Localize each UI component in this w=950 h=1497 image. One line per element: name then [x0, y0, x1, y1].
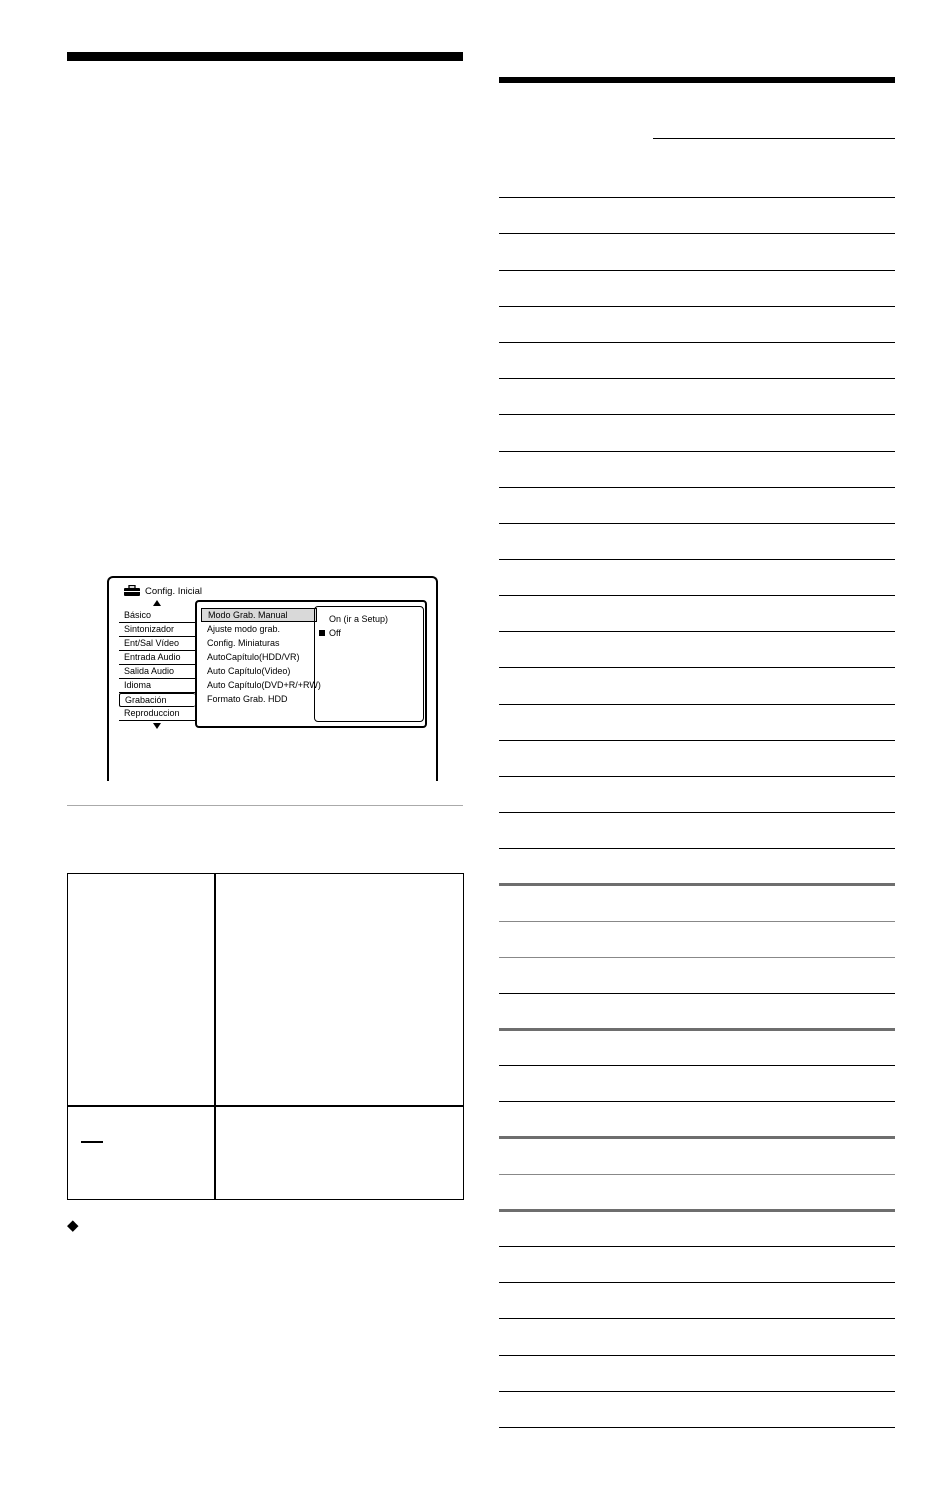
table-rule [499, 740, 895, 741]
note-diamond-icon: ◆ [67, 1216, 79, 1234]
option-on[interactable]: On (ir a Setup) [329, 614, 389, 624]
table-rule [499, 270, 895, 271]
menu-item-salida-audio[interactable]: Salida Audio [119, 665, 195, 679]
option-off[interactable] [319, 626, 341, 640]
settings-table [67, 873, 464, 1200]
table-rule [499, 342, 895, 343]
section-divider [67, 805, 463, 806]
table-rule [499, 414, 895, 415]
table-rule [499, 1355, 895, 1356]
menu-item-entrada-audio[interactable]: Entrada Audio [119, 651, 195, 665]
table-group-rule [499, 883, 895, 886]
left-heading-bar [67, 52, 463, 61]
table-group-rule [499, 1028, 895, 1031]
toolbox-icon [123, 585, 141, 597]
table-group-rule [499, 1136, 895, 1139]
submenu-item-ajuste-modo-grab[interactable]: Ajuste modo grab. [207, 624, 281, 634]
table-rule [499, 1318, 895, 1319]
table-rule [499, 1427, 895, 1428]
setup-screen [107, 576, 438, 781]
option-panel [314, 606, 424, 722]
table-rule [499, 233, 895, 234]
submenu-panel [195, 600, 427, 728]
table-column-divider [214, 874, 216, 1199]
menu-item-grabacion[interactable]: Grabación [119, 693, 195, 707]
table-group-rule [499, 1209, 895, 1212]
submenu-item-autocapitulo-hdd-vr[interactable]: AutoCapítulo(HDD/VR) [207, 652, 300, 662]
table-rule [499, 957, 895, 958]
submenu-list [201, 608, 321, 706]
table-rule [499, 595, 895, 596]
selected-marker-icon [319, 630, 325, 636]
table-rule [499, 812, 895, 813]
table-rule [499, 667, 895, 668]
table-rule [499, 1282, 895, 1283]
table-rule [499, 1174, 895, 1175]
table-rule [499, 1101, 895, 1102]
menu-item-reproduccion[interactable]: Reproduccion [119, 707, 195, 721]
menu-item-ent-sal-video[interactable]: Ent/Sal Vídeo [119, 637, 195, 651]
menu-item-basico[interactable]: Básico [119, 609, 195, 623]
table-rule [499, 197, 895, 198]
default-setting-underline [81, 1141, 103, 1143]
right-heading-bar [499, 77, 895, 83]
table-rule [499, 1391, 895, 1392]
submenu-item-auto-capitulo-dvd[interactable]: Auto Capítulo(DVD+R/+RW) [207, 680, 321, 690]
table-rule [499, 631, 895, 632]
table-rule [499, 848, 895, 849]
menu-item-idioma[interactable]: Idioma [119, 679, 195, 693]
right-subheading-rule [653, 138, 895, 139]
table-row-divider [68, 1105, 463, 1107]
table-rule [499, 451, 895, 452]
scroll-down-arrow-icon[interactable] [153, 723, 161, 729]
table-rule [499, 704, 895, 705]
table-rule [499, 921, 895, 922]
submenu-item-auto-capitulo-video[interactable]: Auto Capítulo(Video) [207, 666, 291, 676]
table-rule [499, 378, 895, 379]
table-rule [499, 559, 895, 560]
table-rule [499, 523, 895, 524]
table-rule [499, 306, 895, 307]
table-rule [499, 993, 895, 994]
setup-menu-list [119, 609, 195, 721]
option-off-label: Off [329, 628, 341, 638]
screen-title: Config. Inicial [145, 586, 203, 597]
table-rule [499, 487, 895, 488]
table-rule [499, 1065, 895, 1066]
menu-item-sintonizador[interactable]: Sintonizador [119, 623, 195, 637]
table-rule [499, 776, 895, 777]
scroll-up-arrow-icon[interactable] [153, 600, 161, 606]
table-rule [499, 1246, 895, 1247]
submenu-item-config-miniaturas[interactable]: Config. Miniaturas [207, 638, 280, 648]
submenu-item-modo-grab-manual[interactable]: Modo Grab. Manual [201, 608, 317, 622]
submenu-item-formato-grab-hdd[interactable]: Formato Grab. HDD [207, 694, 288, 704]
